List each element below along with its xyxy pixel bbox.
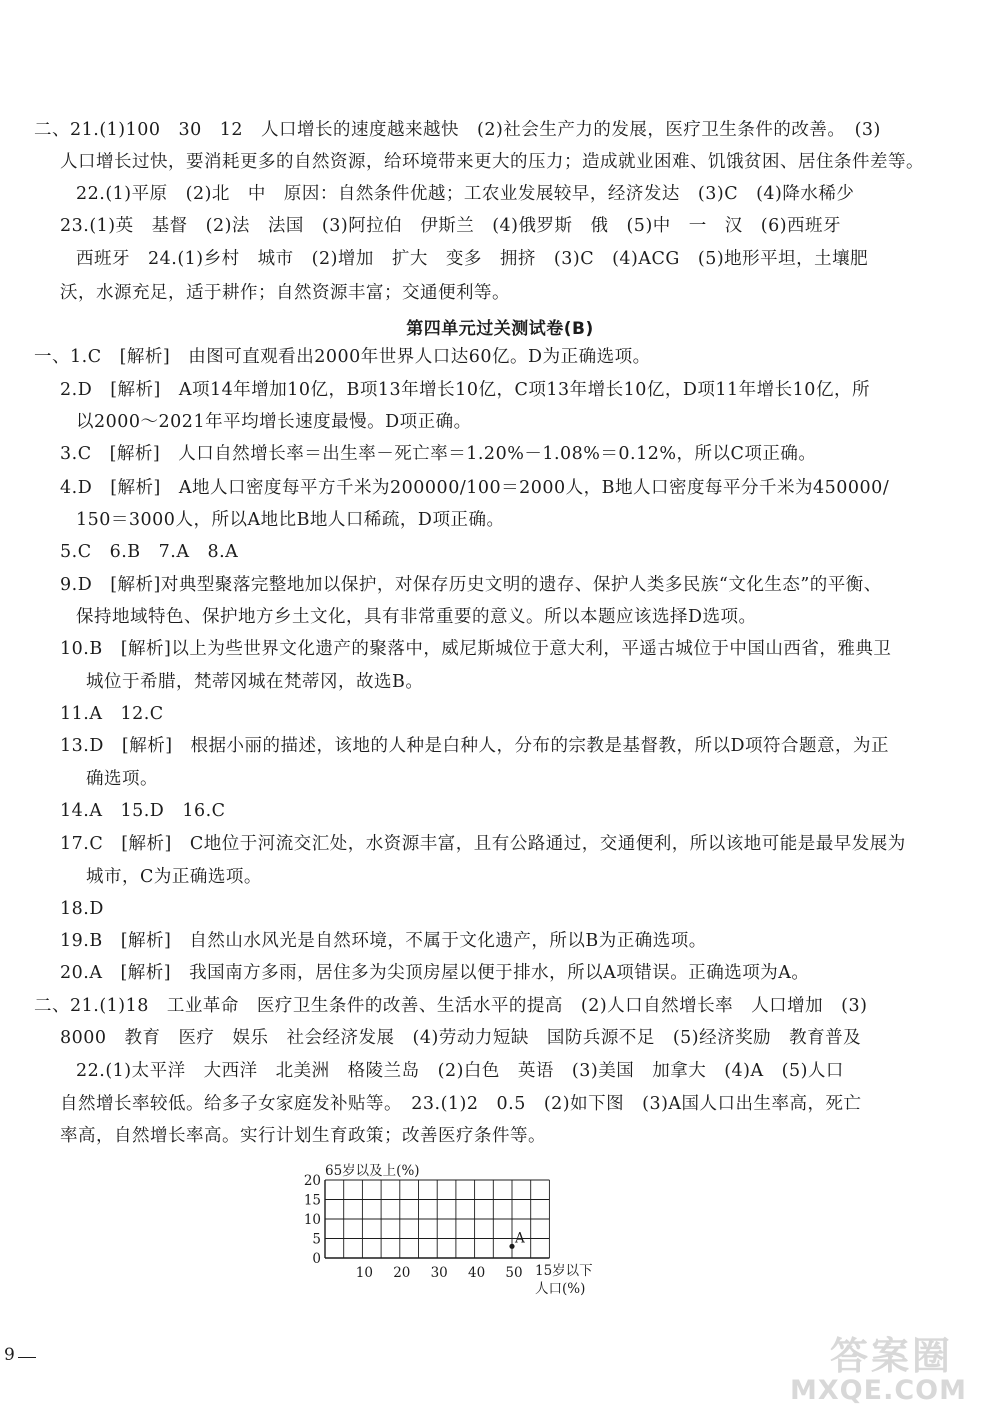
x-tick-label: 50	[505, 1265, 523, 1281]
watermark-url: MXQE.COM	[790, 1375, 967, 1406]
population-chart	[295, 1160, 625, 1310]
text-line: 确选项。	[86, 769, 158, 789]
y-axis-label: 65岁以及上(%)	[325, 1163, 420, 1179]
text-line: 以2000～2021年平均增长速度最慢。D项正确。	[76, 412, 472, 432]
text-line: 150＝3000人，所以A地比B地人口稀疏，D项正确。	[76, 510, 505, 530]
text-line: 沃，水源充足，适于耕作；自然资源丰富；交通便利等。	[60, 283, 510, 303]
page-number: 9	[4, 1345, 15, 1365]
y-tick-label: 0	[312, 1251, 321, 1267]
text-line: 保持地域特色、保护地方乡土文化，具有非常重要的意义。所以本题应该选择D选项。	[76, 607, 757, 627]
data-point-label: A	[515, 1230, 525, 1247]
text-line: 22.(1)太平洋 大西洋 北美洲 格陵兰岛 (2)白色 英语 (3)美国 加拿大 (4)A (5)人口	[76, 1061, 844, 1081]
y-tick-label: 15	[303, 1192, 321, 1209]
x-tick-label: 20	[393, 1265, 411, 1281]
text-line: 5.C 6.B 7.A 8.A	[60, 542, 239, 562]
text-line: 率高，自然增长率高。实行计划生育政策；改善医疗条件等。	[60, 1126, 546, 1146]
watermark-logo: 答案圈	[830, 1334, 954, 1378]
text-line: 18.D	[60, 899, 104, 919]
watermark	[790, 1325, 990, 1410]
text-line: 4.D [解析] A地人口密度每平方千米为200000/100＝2000人，B地人口密度每平分千米为450000/	[60, 478, 890, 498]
text-line: 11.A 12.C	[60, 704, 164, 724]
text-line: 13.D [解析] 根据小丽的描述，该地的人种是白种人，分布的宗教是基督教，所以D项符合题意，为正	[60, 736, 890, 756]
x-tick-label: 30	[430, 1265, 448, 1281]
text-line: 14.A 15.D 16.C	[60, 801, 226, 821]
y-tick-labels	[304, 1173, 321, 1267]
text-line: 城市，C为正确选项。	[86, 867, 262, 887]
x-tick-label: 40	[468, 1265, 486, 1281]
x-tick-labels	[356, 1265, 523, 1281]
y-tick-label: 10	[303, 1212, 321, 1228]
text-line: 22.(1)平原 (2)北 中 原因：自然条件优越；工农业发展较早，经济发达 (3)C (4)降水稀少	[76, 184, 855, 204]
text-line: 19.B [解析] 自然山水风光是自然环境，不属于文化遗产，所以B为正确选项。	[60, 931, 707, 951]
text-line: 西班牙 24.(1)乡村 城市 (2)增加 扩大 变多 拥挤 (3)C (4)ACG (5)地形平坦，土壤肥	[76, 249, 869, 269]
x-axis-label: 15岁以下	[535, 1263, 593, 1279]
text-line: 城位于希腊，梵蒂冈城在梵蒂冈，故选B。	[86, 672, 424, 692]
x-axis-unit-label: 人口(%)	[535, 1281, 586, 1297]
text-line: 二、21.(1)18 工业革命 医疗卫生条件的改善、生活水平的提高 (2)人口自然增长率 人口增加 (3)	[34, 996, 868, 1016]
text-line: 17.C [解析] C地位于河流交汇处，水资源丰富，且有公路通过，交通便利，所以该地可能是最早发展为	[60, 834, 906, 854]
text-line: 2.D [解析] A项14年增加10亿，B项13年增长10亿，C项13年增长10亿，D项11年增长10亿，所	[60, 380, 870, 400]
text-line: 人口增长过快，要消耗更多的自然资源，给环境带来更大的压力；造成就业困难、饥饿贫困、居住条件差等。	[60, 152, 924, 172]
text-line: 10.B [解析]以上为些世界文化遗产的聚落中，威尼斯城位于意大利，平遥古城位于中国山西省，雅典卫	[60, 639, 892, 659]
text-line: 3.C [解析] 人口自然增长率＝出生率－死亡率＝1.20%－1.08%＝0.12%，所以C项正确。	[60, 444, 817, 464]
page-number-dash	[18, 1357, 36, 1358]
text-line: 8000 教育 医疗 娱乐 社会经济发展 (4)劳动力短缺 国防兵源不足 (5)经济奖励 教育普及	[60, 1028, 862, 1048]
data-point	[509, 1244, 514, 1249]
text-line: 23.(1)英 基督 (2)法 法国 (3)阿拉伯 伊斯兰 (4)俄罗斯 俄 (5)中 一 汉 (6)西班牙	[60, 216, 842, 236]
text-line: 一、1.C [解析] 由图可直观看出2000年世界人口达60亿。D为正确选项。	[34, 347, 651, 367]
y-tick-label: 20	[303, 1173, 321, 1189]
x-tick-label: 10	[355, 1265, 373, 1281]
text-line: 二、21.(1)100 30 12 人口增长的速度越来越快 (2)社会生产力的发展，医疗卫生条件的改善。 (3)	[34, 120, 881, 140]
section-title: 第四单元过关测试卷(B)	[406, 319, 594, 339]
y-tick-label: 5	[312, 1231, 321, 1248]
text-line: 9.D [解析]对典型聚落完整地加以保护，对保存历史文明的遗存、保护人类多民族“文化生态”的平衡、	[60, 575, 882, 595]
text-line: 自然增长率较低。给多子女家庭发补贴等。 23.(1)2 0.5 (2)如下图 (3)A国人口出生率高，死亡	[60, 1094, 862, 1114]
text-line: 20.A [解析] 我国南方多雨，居住多为尖顶房屋以便于排水，所以A项错误。正确选项为A。	[60, 963, 810, 983]
